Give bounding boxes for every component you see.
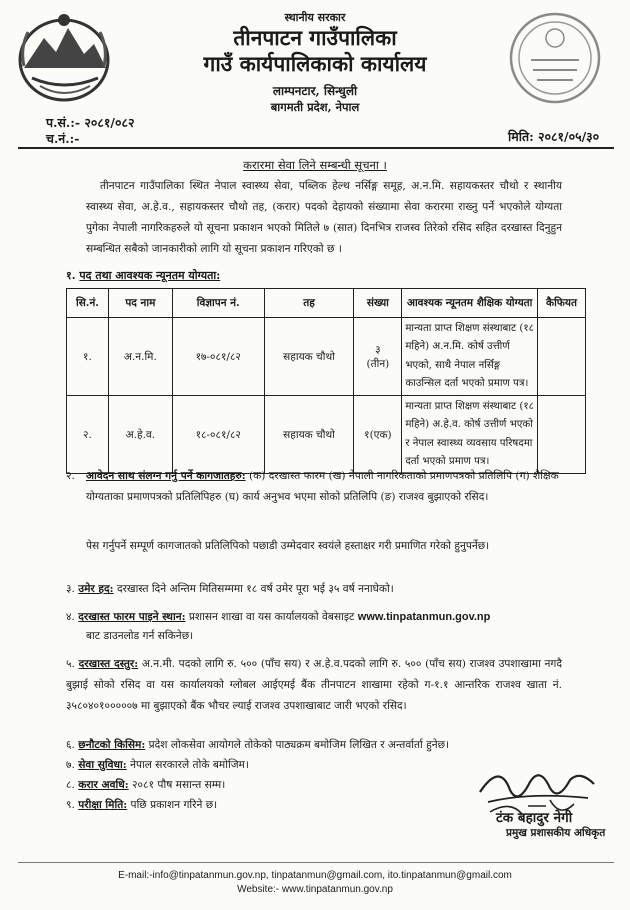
table-cell-remarks (538, 318, 586, 396)
qualification-table (66, 288, 586, 474)
section-1-label: पद तथा आवश्यक न्यूनतम योग्यता: (79, 269, 221, 282)
section-8-label: करार अवधि: (78, 779, 129, 791)
table-cell-count-number: १(एक) (364, 428, 392, 441)
section-4-number: ४. (66, 611, 75, 623)
notice-heading: करारमा सेवा लिने सम्बन्धी सूचना । (243, 158, 387, 172)
section-2-body: (क) दरखास्त फारम (ख) नेपाली नागरिकताको प्रमाणपत्रको प्रतिलिपि (ग) शैक्षिक योग्यताका प्रमाणपत्रको प्रतिलिपिहरु (घ) कार्य अनुभव भएमा सोको प्रतिलिपि (ङ) राजश्व बुझाएको रसिद। (86, 470, 559, 503)
section-3-number: ३. (66, 583, 75, 595)
section-7-body: नेपाल सरकारले तोके बमोजिम। (130, 759, 249, 771)
section-1-number: १. (66, 269, 76, 282)
header-address-line1: लाम्पनटार, सिन्धुली (272, 84, 358, 98)
section-6-label: छनौटको किसिम: (78, 739, 146, 751)
table-cell-sn: २. (67, 396, 109, 474)
section-5-body: अ.न.मी. पदको लागि रु. ५०० (पाँच सय) र अ.हे.व.पदको लागि रु. ५०० (पाँच सय) राजश्व उपशाखामा नगदै बुझाई सोको रसिद वा यस कार्यालयको ग्लोबल आईएमई बैंक तीनपाटन शाखामा रहेको ग-१.१ आन्तरिक राजश्व खाता नं. ३५८०४०१०००००७ मा बुझाएको बैंक भौचर ल्याई राजश्व उपशाखाबाट जारी भएको रसिद। (66, 658, 562, 712)
table-cell-qualification: मान्यता प्राप्त शिक्षण संस्थाबाट (१८ महिने) अ.हे.व. कोर्ष उत्तीर्ण भएको र नेपाल स्वास्थ्य व्यवसाय परिषदमा दर्ता भएको प्रमाण पत्र। (402, 396, 538, 474)
table-row (67, 318, 586, 396)
section-2 (66, 466, 562, 508)
table-header-cell: कैफियत (538, 289, 586, 318)
footer-website-line[interactable]: Website:- www.tinpatanmun.gov.np (237, 884, 393, 895)
table-header-cell: तह (264, 289, 354, 318)
section-5-label: दरखास्त दस्तुर: (78, 658, 139, 670)
table-header-row (67, 289, 586, 318)
section-2-number: २. (66, 470, 75, 482)
header-address-line2: बागमती प्रदेश, नेपाल (270, 100, 360, 114)
website-link[interactable]: www.tinpatanmun.gov.np (357, 611, 491, 623)
section-8 (66, 778, 225, 792)
header-divider (18, 147, 614, 149)
section-2-extra-note: पेस गर्नुपर्ने सम्पूर्ण कागजातको प्रतिलिपिको पछाडी उम्मेदवार स्वयंले हस्ताक्षर गरी प्रमाणित गरेको हुनुपर्नेछ। (86, 540, 490, 552)
section-8-number: ८. (66, 779, 75, 791)
section-8-body: २०८१ पौष मसान्त सम्म। (132, 779, 226, 791)
section-9 (66, 798, 217, 812)
signatory-name: टंक बहादुर नेगी (496, 810, 573, 826)
section-1-heading (66, 268, 220, 283)
section-4-body-end: बाट डाउनलोड गर्न सकिनेछ। (86, 630, 194, 642)
section-5 (66, 654, 562, 717)
table-cell-qualification: मान्यता प्राप्त शिक्षण संस्थाबाट (१८ महिने) अ.न.मि. कोर्ष उत्तीर्ण भएको, साथै नेपाल नर्सिङ्ग काउन्सिल दर्ता भएको प्रमाण पत्र। (402, 318, 538, 396)
table-cell-sn: १. (67, 318, 109, 396)
table-cell-level: सहायक चौथो (264, 318, 354, 396)
table-cell-post: अ.न.मि. (108, 318, 172, 396)
section-5-number: ५. (66, 658, 75, 670)
table-cell-remarks (538, 396, 586, 474)
table-row (67, 396, 586, 474)
table-cell-count-number: ३ (375, 343, 381, 356)
section-6-number: ६. (66, 739, 75, 751)
section-7 (66, 758, 249, 772)
reference-date: मिति: २०८१/०५/३० (508, 129, 600, 144)
table-cell-advt: १७-०८१/८२ (172, 318, 264, 396)
reference-chalani-number: च.नं.:- (46, 131, 80, 146)
section-9-number: ९. (66, 799, 75, 811)
table-cell-level: सहायक चौथो (264, 396, 354, 474)
table-header-cell: संख्या (354, 289, 402, 318)
header-office-title: गाउँ कार्यपालिकाको कार्यालय (203, 51, 427, 76)
table-cell-count-words: (तीन) (366, 357, 390, 370)
section-4-body: प्रशासन शाखा वा यस कार्यालयको वेबसाइट (188, 611, 355, 623)
footer-divider (18, 862, 614, 863)
table-header-cell: आवश्यक न्यूनतम शैक्षिक योग्यता (402, 289, 538, 318)
section-3 (66, 582, 586, 596)
section-7-number: ७. (66, 759, 75, 771)
section-7-label: सेवा सुविधा: (78, 759, 127, 771)
table-header-cell: सि.नं. (67, 289, 109, 318)
section-4-label: दरखास्त फारम पाइने स्थान: (78, 611, 186, 623)
office-stamp-icon (505, 8, 605, 108)
table-cell-post: अ.हे.व. (108, 396, 172, 474)
section-6-body: प्रदेश लोकसेवा आयोगले तोकेको पाठ्यक्रम बमोजिम लिखित र अन्तर्वार्ता हुनेछ। (148, 739, 450, 751)
section-3-label: उमेर हद: (78, 583, 114, 595)
header-govt-label: स्थानीय सरकार (284, 11, 346, 24)
section-4 (66, 608, 566, 646)
section-2-label: आवेदन साथ संलग्न गर्नु पर्ने कागजातहरु: (86, 470, 246, 482)
table-cell-count (354, 396, 402, 474)
signatory-title: प्रमुख प्रशासकीय अधिकृत (506, 827, 606, 839)
section-9-body: पछि प्रकाशन गरिने छ। (130, 799, 218, 811)
footer-email-line[interactable]: E-mail:-info@tinpatanmun.gov.np, tinpatanmun@gmail.com, ito.tinpatanmun@gmail.com (118, 870, 512, 881)
table-cell-advt: १८-०८१/८२ (172, 396, 264, 474)
section-3-body: दरखास्त दिने अन्तिम मितिसम्ममा १८ वर्ष उमेर पूरा भई ३५ वर्ष ननाघेको। (116, 583, 394, 595)
reference-patra-sankhya: प.सं.:- २०८१/०८२ (46, 115, 135, 130)
table-header-cell: विज्ञापन नं. (172, 289, 264, 318)
table-cell-count (354, 318, 402, 396)
section-9-label: परीक्षा मिति: (78, 799, 128, 811)
notice-intro-paragraph: तीनपाटन गाउँपालिका स्थित नेपाल स्वास्थ्य सेवा, पब्लिक हेल्थ नर्सिङ्ग समूह, अ.न.मि. सहायकस्तर चौथो र स्थानीय स्वास्थ्य सेवा, अ.हे.व., सहायकस्तर चौथो तह, (करार) पदको देहायको संख्यामा सेवा करारमा राख्नु पर्ने भएकोले योग्यता पुगेका नेपाली नागरिकहरुले यो सूचना प्रकाशन भएको मितिले ७ (सात) दिनभित्र राजस्व तिरेको रसिद सहित दरखास्त दिनुहुन सम्बन्धित सबैको जानकारीको लागि यो सूचना प्रकाशन गरिएको छ । (86, 180, 562, 255)
section-6 (66, 738, 449, 752)
header-municipality-title: तीनपाटन गाउँपालिका (233, 25, 397, 50)
table-header-cell: पद नाम (108, 289, 172, 318)
